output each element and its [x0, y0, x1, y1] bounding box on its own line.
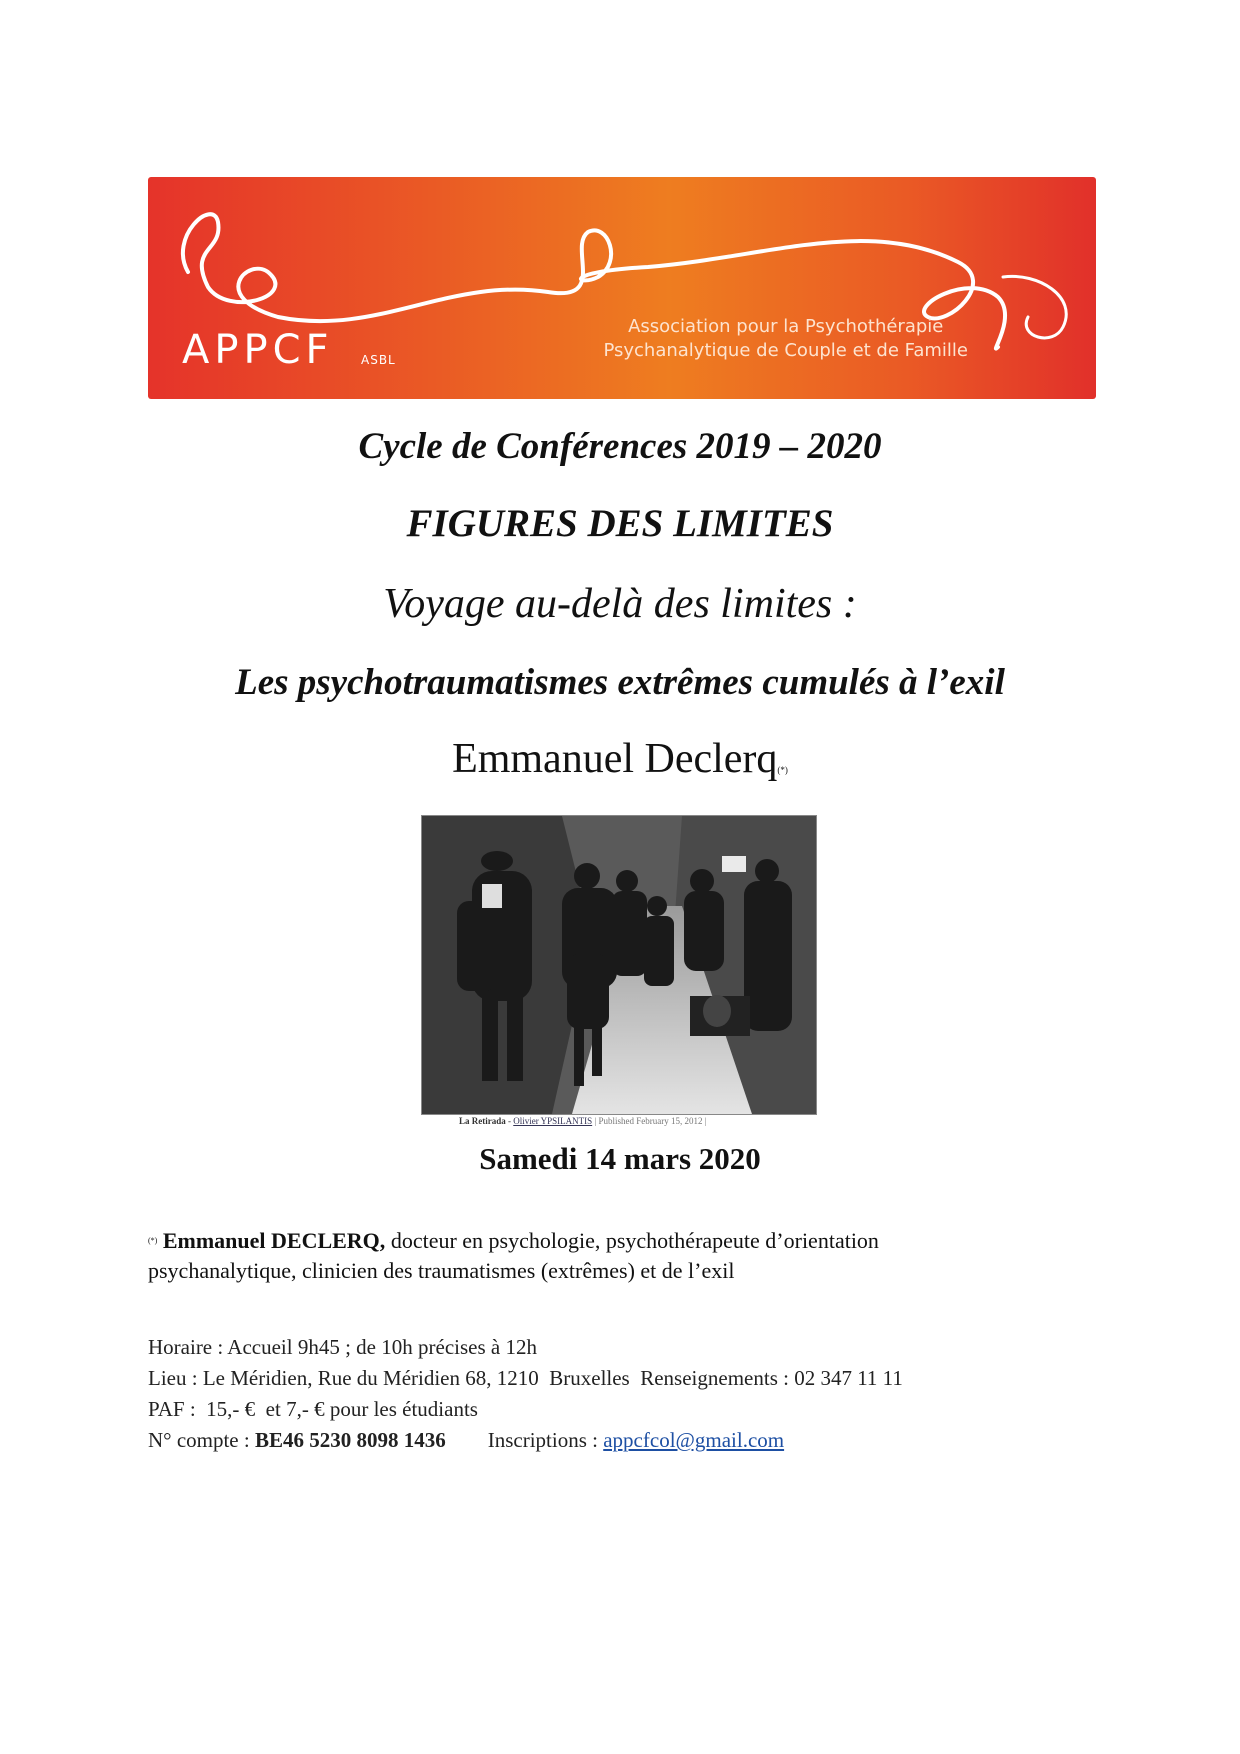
association-line-2: Psychanalytique de Couple et de Famille	[603, 340, 968, 361]
email-link[interactable]: appcfcol@gmail.com	[603, 1428, 785, 1452]
conference-title: Voyage au-delà des limites :	[383, 581, 857, 627]
header-banner	[148, 177, 1096, 399]
photo-caption	[459, 1116, 707, 1126]
info-compte-row	[148, 1425, 1108, 1456]
bio-footnote-mark: (*)	[148, 1236, 158, 1245]
photo-la-retirada	[421, 815, 817, 1115]
info-lieu: Lieu : Le Méridien, Rue du Méridien 68, 1210 Bruxelles Renseignements : 02 347 11 11	[148, 1366, 903, 1390]
caption-author-link[interactable]: Olivier YPSILANTIS	[513, 1116, 593, 1126]
inscriptions-label: Inscriptions :	[445, 1428, 604, 1452]
series-heading: FIGURES DES LIMITES	[406, 502, 834, 545]
speaker-footnote-mark: (*)	[777, 765, 788, 775]
bio-text-line-2: psychanalytique, clinicien des traumatismes (extrêmes) et de l’exil	[148, 1258, 735, 1283]
cycle-heading: Cycle de Conférences 2019 – 2020	[358, 426, 882, 467]
compte-number: BE46 5230 8098 1436	[254, 1428, 446, 1452]
caption-date: | Published February 15, 2012 |	[592, 1116, 707, 1126]
conference-subtitle: Les psychotraumatismes extrêmes cumulés à l’exil	[235, 662, 1005, 703]
event-date: Samedi 14 mars 2020	[479, 1141, 761, 1176]
bio-speaker-name: Emmanuel DECLERQ,	[162, 1228, 386, 1253]
caption-title: La Retirada	[459, 1116, 506, 1126]
association-name	[603, 315, 968, 363]
association-line-1: Association pour la Psychothérapie	[628, 316, 944, 337]
compte-label: N° compte :	[148, 1428, 255, 1452]
practical-info	[148, 1332, 1108, 1456]
logo-text: APPCF	[182, 327, 334, 373]
refugee-photo-image	[422, 816, 816, 1114]
info-horaire: Horaire : Accueil 9h45 ; de 10h précises à 12h	[148, 1335, 537, 1359]
speaker-bio	[148, 1226, 1098, 1286]
speaker-name: Emmanuel Declerq	[452, 736, 778, 782]
logo-suffix: ASBL	[361, 353, 396, 367]
info-paf: PAF : 15,- € et 7,- € pour les étudiants	[148, 1397, 478, 1421]
speaker-name-line	[0, 735, 1240, 783]
caption-separator: -	[505, 1116, 514, 1126]
bio-text-line-1: docteur en psychologie, psychothérapeute d’orientation	[385, 1228, 879, 1253]
